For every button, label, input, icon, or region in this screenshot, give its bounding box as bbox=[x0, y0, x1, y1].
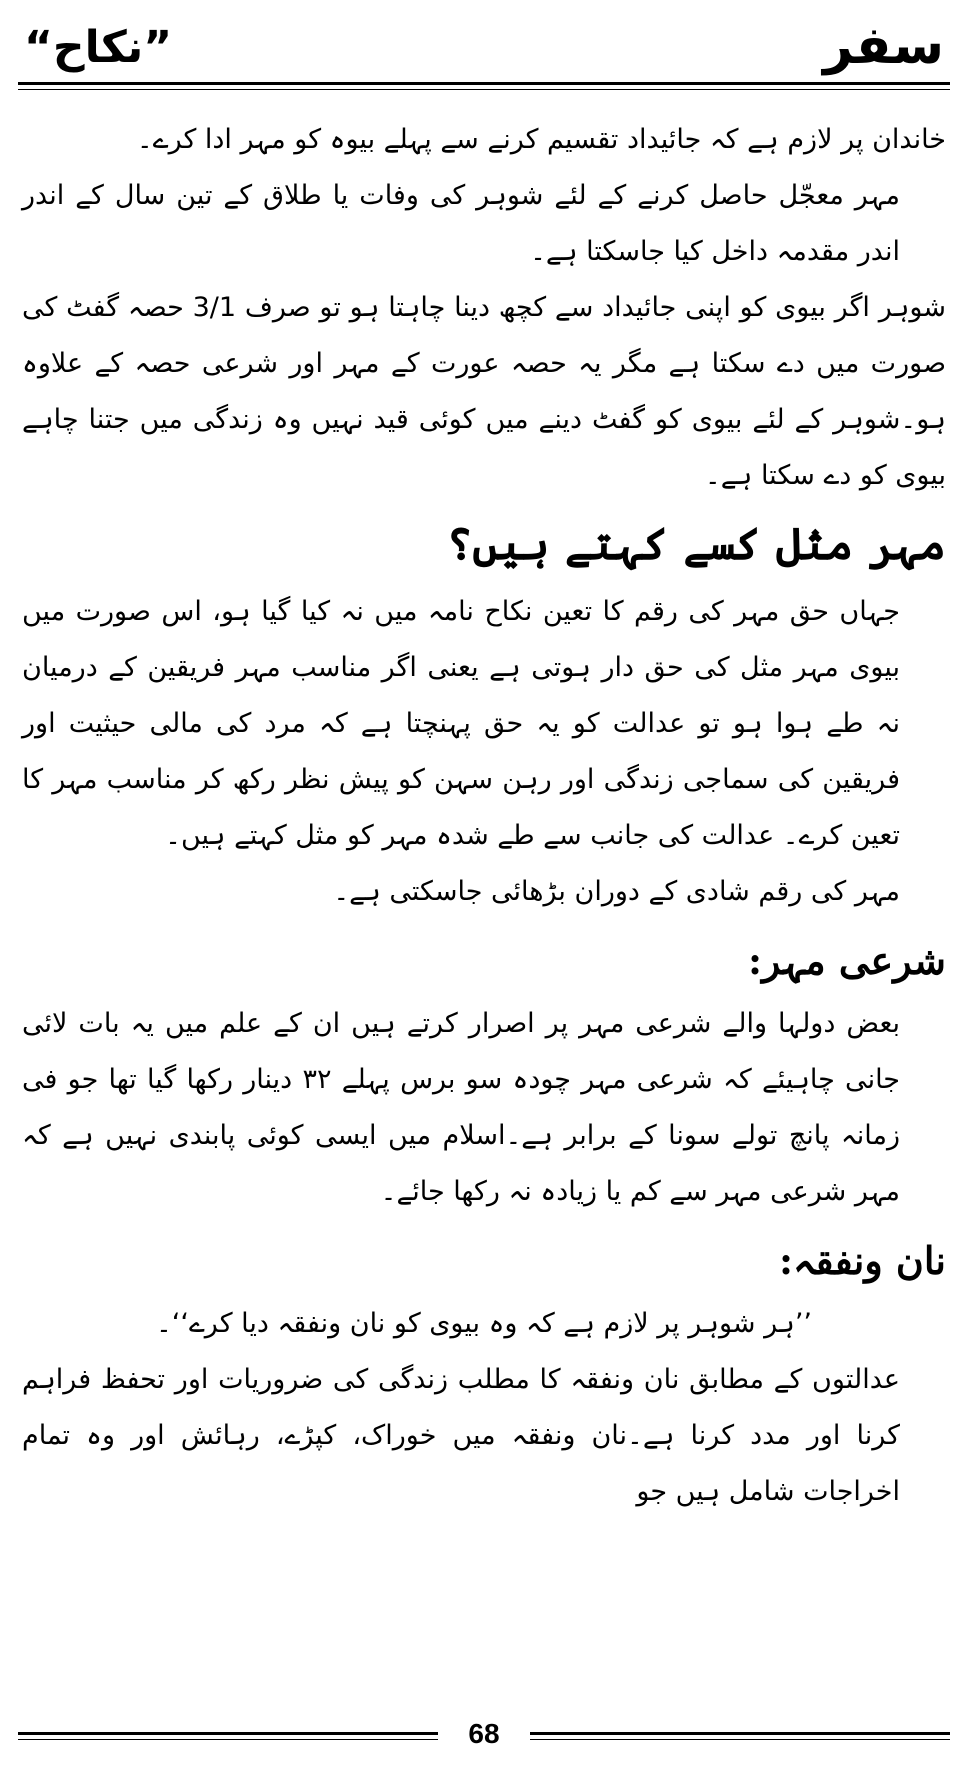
section3-paragraph-1: عدالتوں کے مطابق نان ونفقہ کا مطلب زندگی کی ضروریات اور تحفظ فراہم کرنا اور مدد کرنا ہے۔نان ونفقہ میں خوراک، کپڑے، رہائش اور وہ تمام اخراجات شامل ہیں جو bbox=[22, 1364, 900, 1507]
section1-paragraph-1: جہاں حق مہر کی رقم کا تعین نکاح نامہ میں نہ کیا گیا ہو، اس صورت میں بیوی مہر مثل کی حق دار ہوتی ہے یعنی اگر مناسب مہر فریقین کے درمیان نہ طے ہوا ہو تو عدالت کو یہ حق پہنچتا ہے کہ مرد کی مالی حیثیت اور فریقین کی سماجی زندگی اور رہن سہن کو پیش نظر رکھ کر مناسب مہر کا تعین کرے۔ عدالت کی جانب سے طے شدہ مہر کو مثل کہتے ہیں۔ bbox=[22, 596, 900, 851]
footer-rule-right-thick bbox=[530, 1732, 950, 1735]
section-heading-sharai-mehr: شرعی مہر: bbox=[748, 938, 946, 983]
book-title: سفر bbox=[823, 16, 944, 76]
section-heading-mehr-misl: مہر مثل کسے کہتے ہیں؟ bbox=[446, 519, 946, 570]
paragraph-3: شوہر اگر بیوی کو اپنی جائیداد سے کچھ دینا چاہتا ہو تو صرف 3/1 حصہ گفٹ کی صورت میں دے سکتا ہے مگر یہ حصہ عورت کے مہر اور شرعی حصہ کے علاوہ ہو۔شوہر کے لئے بیوی کو گفٹ دینے میں کوئی قید نہیں وہ زندگی میں جتنا چاہے بیوی کو دے سکتا ہے۔ bbox=[22, 292, 946, 491]
page-number: 68 bbox=[468, 1718, 500, 1749]
page-footer bbox=[18, 1718, 950, 1758]
paragraph-2: مہر معجّل حاصل کرنے کے لئے شوہر کی وفات یا طلاق کے تین سال کے اندر اندر مقدمہ داخل کیا جاسکتا ہے۔ bbox=[22, 180, 900, 267]
page-header bbox=[18, 14, 950, 94]
header-rule-thin bbox=[18, 89, 950, 90]
section-heading-nan-nafqa: نان ونفقہ: bbox=[779, 1238, 946, 1283]
header-rule-thick bbox=[18, 82, 950, 85]
paragraph-1: خاندان پر لازم ہے کہ جائیداد تقسیم کرنے سے پہلے بیوہ کو مہر ادا کرے۔ bbox=[136, 124, 946, 155]
footer-rule-right-thin bbox=[530, 1739, 950, 1740]
section2-paragraph-1: بعض دولہا والے شرعی مہر پر اصرار کرتے ہیں ان کے علم میں یہ بات لائی جانی چاہیئے کہ شرعی مہر چودہ سو برس پہلے ۳۲ دینار رکھا گیا تھا جو فی زمانہ پانچ تولے سونا کے برابر ہے۔اسلام میں ایسی کوئی پابندی نہیں ہے کہ مہر شرعی مہر سے کم یا زیادہ نہ رکھا جائے۔ bbox=[22, 1008, 900, 1207]
page-body bbox=[22, 112, 946, 1520]
chapter-title: ”نکاح“ bbox=[24, 22, 173, 73]
section3-quote: ’’ہر شوہر پر لازم ہے کہ وہ بیوی کو نان ونفقہ دیا کرے‘‘۔ bbox=[155, 1308, 813, 1339]
section1-paragraph-2: مہر کی رقم شادی کے دوران بڑھائی جاسکتی ہے۔ bbox=[333, 876, 900, 907]
